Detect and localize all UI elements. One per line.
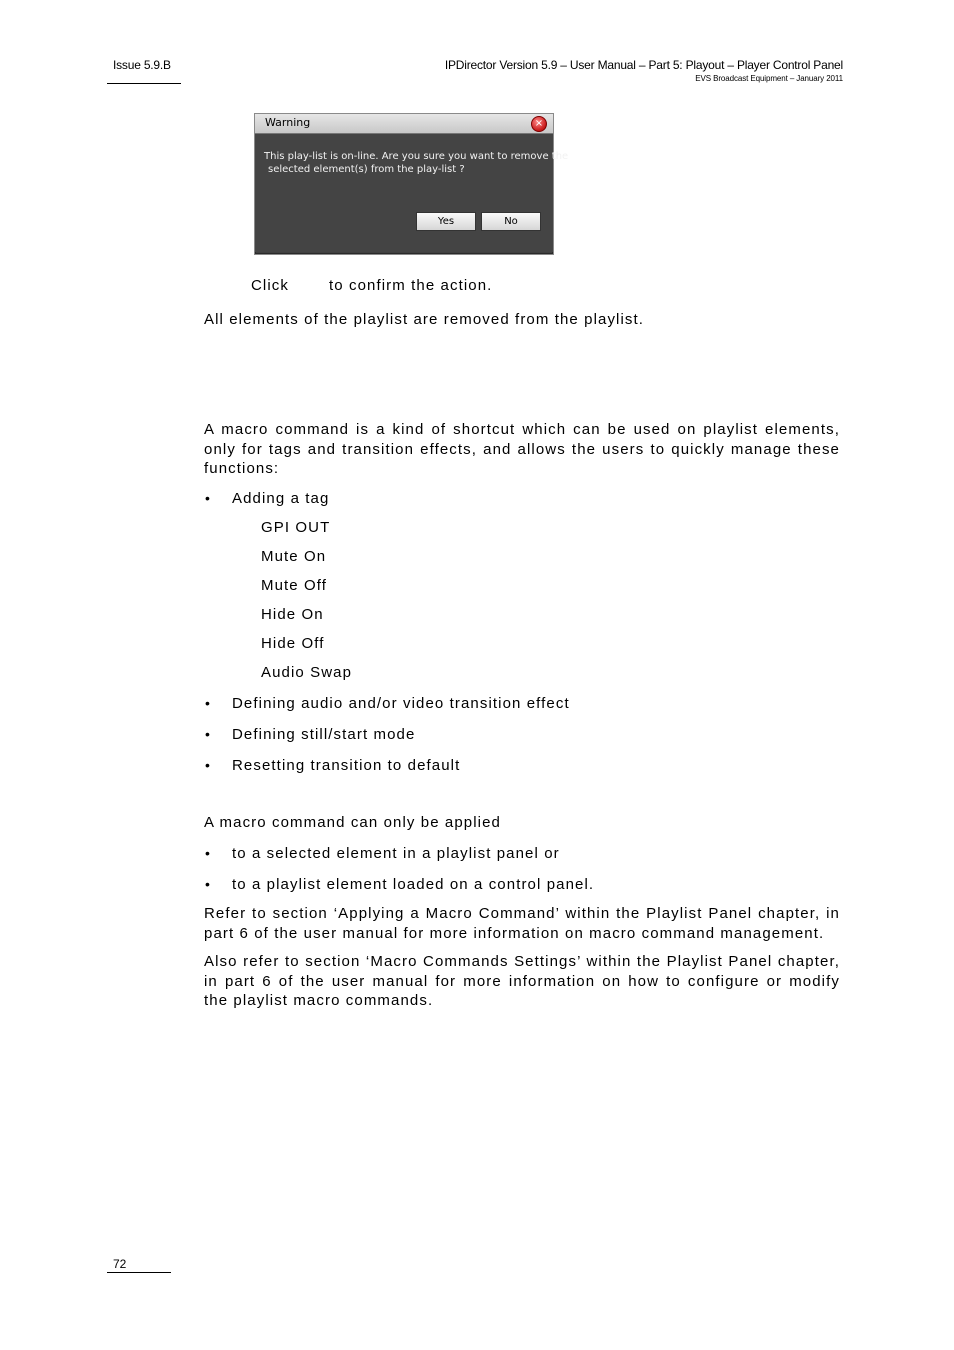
removal-result-text: All elements of the playlist are removed from the playlist. [204,311,645,328]
applied-bullet-control-panel: to a playlist element loaded on a control panel. [232,876,595,893]
click-instruction: to confirm the action. [329,277,493,294]
tag-item: Mute On [261,548,327,565]
dialog-message-line-2: selected element(s) from the play-list ? [268,164,465,175]
dialog-message-line-1: This play-list is on-line. Are you sure you want to remove the [264,151,569,162]
warning-dialog [254,113,569,255]
bullet-icon: • [205,490,212,506]
click-word: Click [251,277,289,294]
tag-item: Mute Off [261,577,328,594]
bullet-icon: • [205,876,212,892]
applied-bullet-playlist-panel: to a selected element in a playlist panel or [232,845,560,862]
bullet-icon: • [205,757,212,773]
dialog-title: Warning [265,116,311,129]
bullet-still-start-mode: Defining still/start mode [232,726,416,743]
bullet-reset-transition: Resetting transition to default [232,757,461,774]
page-number: 72 [113,1257,127,1271]
footer-rule [107,1272,171,1273]
refer-paragraph-2: Also refer to section ‘Macro Commands Settings’ within the Playlist Panel chapter, in part 6 of the user manual for more information on how to configure or modify the playlist macro commands. [204,953,840,1009]
tag-item: GPI OUT [261,519,331,536]
bullet-transition-effect: Defining audio and/or video transition effect [232,695,570,712]
document-subtitle: EVS Broadcast Equipment – January 2011 [695,74,843,83]
tag-item: Audio Swap [261,664,353,681]
dialog-titlebar [255,114,553,134]
tag-item: Hide Off [261,635,325,652]
macro-intro-paragraph: A macro command is a kind of shortcut which can be used on playlist elements, only for tags and transition effects, and allows the users to quickly manage these functions: [204,421,840,477]
dialog-message [264,150,569,176]
tag-item: Hide On [261,606,324,623]
yes-button[interactable]: Yes [416,212,476,231]
refer-paragraph-1: Refer to section ‘Applying a Macro Command’ within the Playlist Panel chapter, in part 6 of the user manual for more information on macro command management. [204,905,840,942]
bullet-adding-tag: Adding a tag [232,490,330,507]
applied-intro: A macro command can only be applied [204,814,501,831]
bullet-icon: • [205,695,212,711]
close-icon[interactable]: × [531,116,547,132]
bullet-icon: • [205,845,212,861]
document-title: IPDirector Version 5.9 – User Manual – Part 5: Playout – Player Control Panel [444,58,843,72]
header-left-rule [107,83,181,84]
issue-label: Issue 5.9.B [113,58,171,72]
bullet-icon: • [205,726,212,742]
no-button[interactable]: No [481,212,541,231]
